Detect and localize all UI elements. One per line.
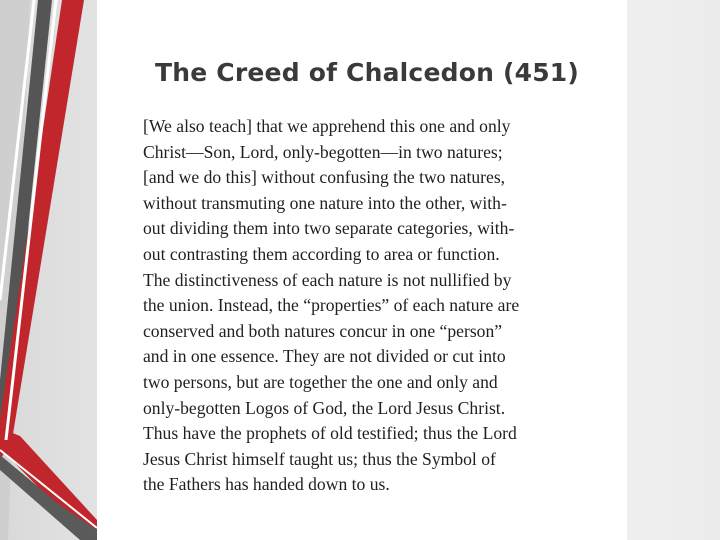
text-line: the Fathers has handed down to us.: [143, 474, 390, 495]
text-line: conserved and both natures concur in one “person”: [143, 320, 503, 341]
text-line: Thus have the prophets of old testified; thus the Lord: [143, 423, 517, 444]
text-line: [We also teach] that we apprehend this one and only: [143, 116, 511, 136]
page-title: The Creed of Chalcedon (451): [155, 58, 580, 87]
text-line: without transmuting one nature into the other, with-: [143, 192, 507, 213]
text-line: out contrasting them according to area or function.: [143, 243, 500, 264]
text-line: the union. Instead, the “properties” of each nature are: [143, 295, 520, 316]
creed-text: [143, 114, 589, 498]
text-line: and in one essence. They are not divided or cut into: [143, 346, 506, 367]
text-line: Christ—Son, Lord, only-begotten—in two natures;: [143, 141, 503, 162]
text-line: out dividing them into two separate categories, with-: [143, 218, 515, 239]
document-page: [97, 0, 627, 540]
text-line: Jesus Christ himself taught us; thus the Symbol of: [143, 448, 496, 469]
text-line: The distinctiveness of each nature is not nullified by: [143, 269, 512, 290]
text-line: only-begotten Logos of God, the Lord Jesus Christ.: [143, 397, 506, 418]
text-line: two persons, but are together the one and only and: [143, 371, 498, 392]
stripe-separator-3: [0, 450, 97, 528]
text-line: [and we do this] without confusing the two natures,: [143, 167, 506, 188]
